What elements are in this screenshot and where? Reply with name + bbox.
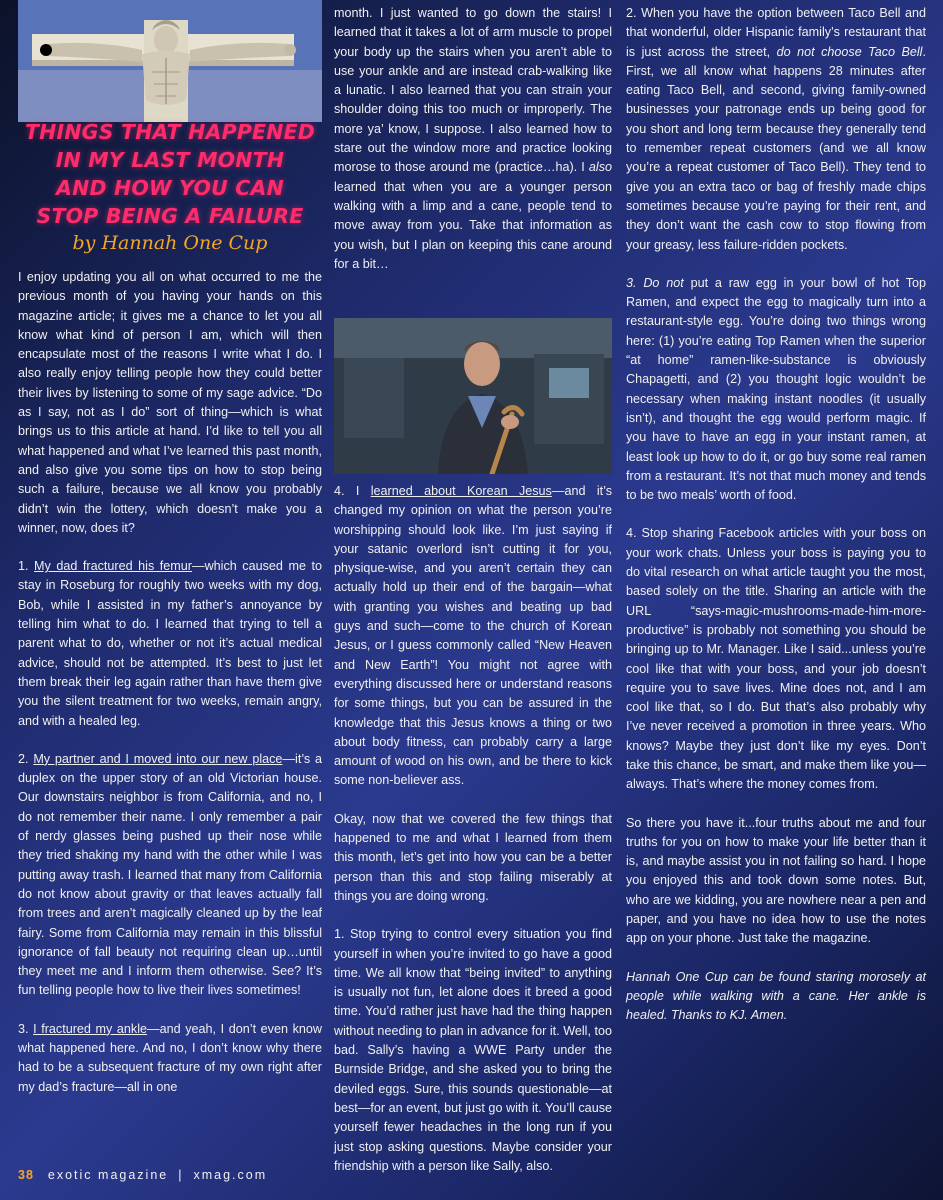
paragraph-text: learned that when you are a younger person walking with a limp and a cane, people tend to move away from you. Take that information as you wish, but I plan on keeping this cane around for a bit… <box>334 179 612 271</box>
man-with-cane-illustration <box>334 318 612 474</box>
paragraph-new-place <box>18 750 322 1001</box>
title-line: AND HOW YOU CAN <box>56 176 284 200</box>
paragraph-text: —it’s a duplex on the upper story of an old Victorian house. Our downstairs neighbor is from California, and no, I do not remember their name. I only remember a pair of nerdy glasses being pushed up their nose while they tried shaking my hand with the other while I was putting away trash. I learned that many from California do not know about gravity or that leaves actually fall from trees and aren’t magically cleaned up by the leaf fairy. Some from California may remain in this blissful ignorance of fall beauty not requiring clean up…until they meet me and I inform them otherwise. See? It’s fun telling people how to live their lives sometimes! <box>18 751 322 998</box>
underlined-heading: My partner and I moved into our new place <box>33 751 283 766</box>
italic-text: do not choose Taco Bell <box>776 44 923 59</box>
article-title <box>18 118 322 230</box>
photo-man-with-cane <box>334 318 612 474</box>
footer-separator: | <box>178 1168 184 1182</box>
magazine-name: exotic magazine <box>47 1168 169 1182</box>
paragraph-transition: Okay, now that we covered the few things that happened to me and what I learned from them this month, let’s get into how you can be a better person than this and stop failing miserably at things you are doing wrong. <box>334 811 612 903</box>
paragraph-ankle <box>18 1020 322 1097</box>
paragraph-text: . First, we all know what happens 28 minutes after eating Taco Bell, and second, giving family-owned businesses your patronage ends up being good for you short and long term because they generally tend to remember repeat customers (and we all know you’re a repeat customer of Taco Bell). They tend to give you an extra taco or bag of freshly made chips sometimes because you’re paying for their rent, and they don’t want the cash cow to stop flowing from your greasy, less failure-ridden pockets. <box>626 44 926 252</box>
italic-text: 3. Do not <box>626 275 684 290</box>
list-number: 1. <box>18 559 35 574</box>
paragraph-tip-1: 1. Stop trying to control every situation you find yourself in when you’re invited to go have a good time. We all know that “being invited” to anything is usually not fun, let alone does it breed a good time. You’d rather just have had the thing happen without needing to plan in advance for it. Well, too bad. Sally’s having a WWE Party under the Burnside Bridge, and she asked you to bring the deviled eggs. Sure, this sounds questionable—at best—for an event, but just go with it. You’ll cause yourself fewer headaches in the long run if you just stop asking questions. Maybe consider your friendship with a person like Sally, also. <box>334 927 612 1173</box>
paragraph-tip-3 <box>626 274 926 506</box>
page-footer <box>18 1168 267 1182</box>
list-number: 3. <box>18 1021 34 1036</box>
title-line: IN MY LAST MONTH <box>55 148 285 172</box>
paragraph-text: put a raw egg in your bowl of hot Top Ramen, and expect the egg to magically turn into a restaurant-style egg. You’re doing two things wrong here: (1) you’re eating Top Ramen when the superior “at home” ramen-like-substance is obviously Chapagetti, and (2) you thought logic wouldn’t be necessary when making instant noodles (it usually isn’t), and thought the egg would perform magic. If you have to have an egg in your instant ramen, at least look up how to do it, or go buy some real ramen from a restaurant. It’s not that much money and tends to be two meals’ worth of food. <box>626 275 927 503</box>
underlined-heading: learned about Korean Jesus <box>370 484 552 498</box>
paragraph-korean-jesus <box>334 482 612 791</box>
hero-image <box>18 0 322 122</box>
paragraph-text: —and yeah, I don’t even know what happened here. And no, I don’t know why there had to be a subsequent fracture of my own right after my dad’s fracture—all in one <box>18 1021 322 1094</box>
title-line: THINGS THAT HAPPENED <box>24 120 316 144</box>
intro-paragraph: I enjoy updating you all on what occurred to me the previous month of you having your hands on this magazine article; it gives me a chance to let you all know what kind of person I am, which will then encapsulate most of the reasons I write what I do. I also really enjoy telling people how they could better their lives by listening to some of my sage advice. “Do as I say, not as I do” sort of thing—which is what brings us to this article at hand. I’d like to tell you all what happened and what I’ve learned this past month, and also give you some tips on how to stop being such a failure, because we all know you probably didn’t win the lottery, which doesn’t make you a winner, now, does it? <box>18 270 322 535</box>
paragraph-text: 2. When you have the option between Taco Bell and that wonderful, older Hispanic family’s restaurant that is just across the street, <box>626 6 926 59</box>
list-number: 4. I <box>334 484 371 498</box>
cross-statue-illustration <box>18 0 322 122</box>
website-url: xmag.com <box>193 1168 268 1182</box>
list-number: 2. <box>18 751 34 766</box>
underlined-heading: I fractured my ankle <box>33 1021 148 1036</box>
author-bio: Hannah One Cup can be found staring morosely at people while walking with a cane. Her ankle is healed. Thanks to KJ. Amen. <box>626 969 926 1023</box>
paragraph-conclusion: So there you have it...four truths about me and four truths for you on how to make your life better than it is, and maybe assist you in not failing so hard. I hope you enjoyed this and took down some notes. But, who are we kidding, you are nowhere near a pen and paper, and you have no idea how to use the notes app on your phone. Just take the magazine. <box>626 815 926 946</box>
underlined-heading: My dad fractured his femur <box>34 559 192 574</box>
column-2-top <box>334 4 612 274</box>
paragraph-stairs <box>334 4 612 274</box>
paragraph-text: —which caused me to stay in Roseburg for roughly two weeks with my dog, Bob, while I assisted in my father’s annoyance by telling him what to do. I learned that trying to tell a parent what to do, whether or not it’s actual medical advice, should not be attempted. It’s best to just let them break their leg again rather than have them give you the silent treatment for two weeks, remain angry, and with a healed leg. <box>18 559 322 728</box>
title-line: STOP BEING A FAILURE <box>36 204 304 228</box>
paragraph-text: month. I just wanted to go down the stairs! I learned that it takes a lot of arm muscle to propel your body up the stairs when you aren’t able to use your ankle and are instead crab-walking like a lunatic. I also learned that you can strain your shoulder doing this too much or improperly. The more ya’ know, I suppose. I also learned how to stare out the window more and practice looking morose to those around me (practice…ha). I <box>334 6 612 175</box>
column-3 <box>626 4 926 1026</box>
paragraph-tip-2 <box>626 4 926 255</box>
page-number: 38 <box>18 1168 34 1182</box>
paragraph-tip-4: 4. Stop sharing Facebook articles with your boss on your work chats. Unless your boss is paying you to do vital research on what article taught you the most, based solely on the title. Sharing an article with the URL “says-magic-mushrooms-made-him-more-productive” is probably not something you should be bringing up to Mr. Manager. Like I said...unless you’re cool like that with your boss, and your job doesn’t require you to save lives. Mine does not, and I am cool like that, so I do. But that’s also probably why I’ve never received a promotion in three years. Who knows? Maybe they just don’t like my eyes. Don’t take this chance, be smart, and make them like you—always. That’s where the money comes from. <box>626 526 926 792</box>
column-2-bottom <box>334 482 612 1176</box>
column-1 <box>18 268 322 1097</box>
italic-text: also <box>588 160 612 175</box>
paragraph-dad-femur <box>18 557 322 731</box>
paragraph-text: —and it’s changed my opinion on what the person you’re worshipping should look like. I’m just saying if your satanic overlord isn’t cutting it for you, physique-wise, and you aren’t certain they can actually hold up their end of the bargain—what with granting you wishes and beating up bad guys and such—come to the church of Korean Jesus, or I guess commonly called “New Heaven and New Earth”! You might not agree with everything discussed here or understand reasons for some things, but you can be assured in the knowledge that this Jesus knows a thing or two about body fitness, can probably carry a large amount of wood on his own, and be there to kick some non-believer ass. <box>334 484 612 788</box>
author-byline: by Hannah One Cup <box>72 232 268 254</box>
